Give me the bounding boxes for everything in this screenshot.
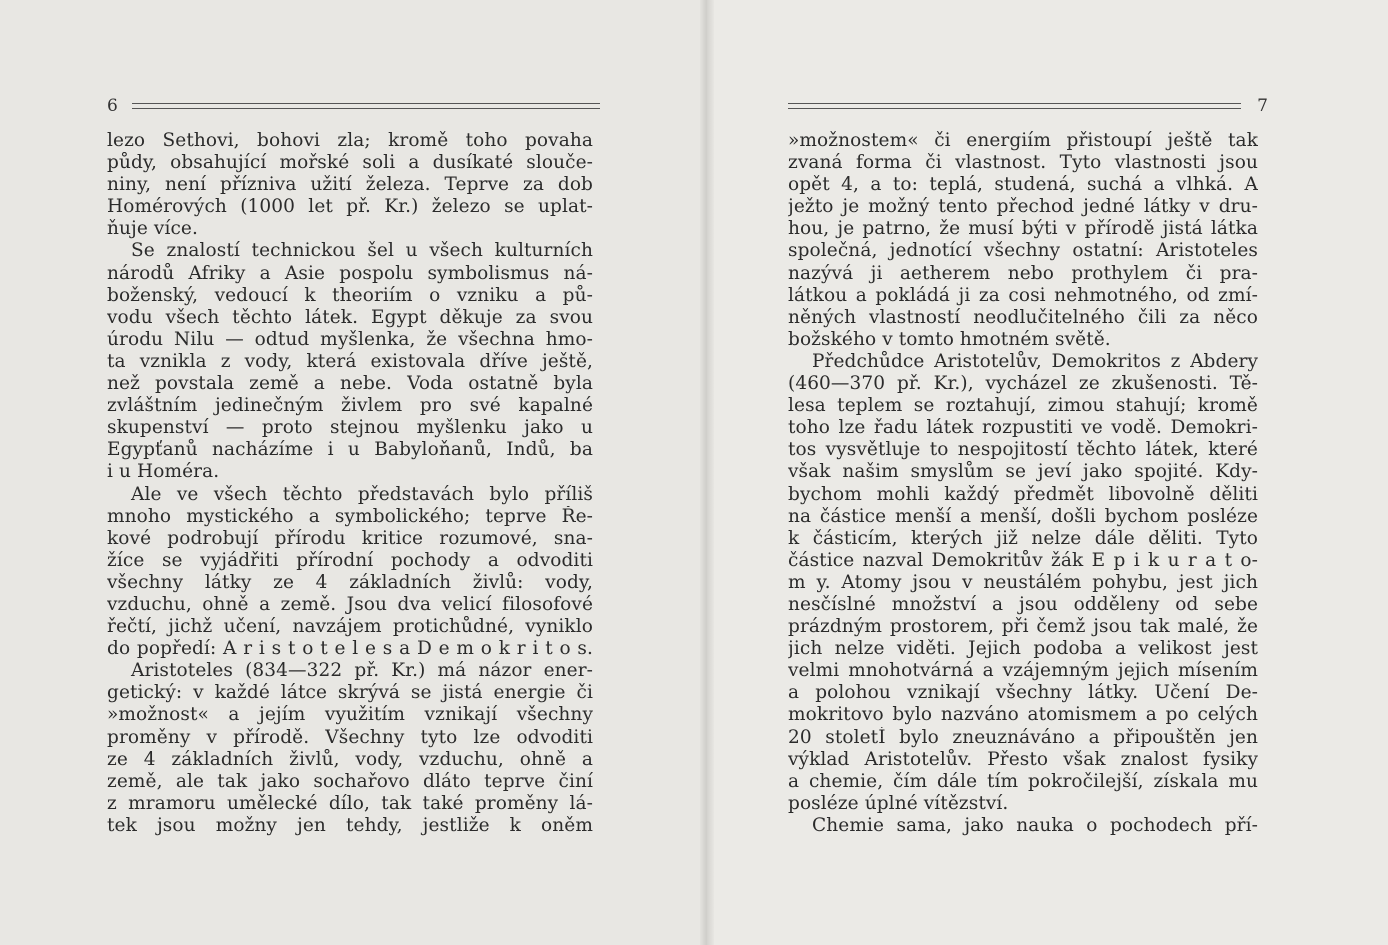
header-rule: [132, 103, 600, 109]
text-line: lesa teplem se roztahují, zimou stahují; kromě: [788, 395, 1258, 417]
text-line: nesčíslné množství a jsou odděleny od sebe: [788, 593, 1258, 615]
text-line: ze 4 základních živlů, vody, vzduchu, ohně a: [107, 748, 593, 770]
right-page-text: [788, 130, 1258, 837]
text-line: Předchůdce Aristotelův, Demokritos z Abdery: [812, 350, 1258, 372]
text-line: jich nelze viděti. Jejich podoba a velikost jest: [788, 638, 1258, 660]
text-line: výklad Aristotelův. Přesto však znalost fysiky: [788, 748, 1258, 770]
text-line: ta vznikla z vody, která existovala dříve ještě,: [107, 350, 593, 372]
text-line: Aristoteles (834—322 př. Kr.) má názor ener-: [131, 660, 593, 682]
text-line: země, ale tak jako sochařovo dláto teprve činí: [107, 770, 593, 792]
text-line: z mramoru umělecké dílo, tak také proměny lá-: [107, 792, 593, 814]
page-number: 6: [107, 96, 118, 116]
text-line: společná, jednotící všechny ostatní: Aristoteles: [788, 240, 1258, 262]
text-line: Ale ve všech těchto představách bylo příliš: [131, 483, 593, 505]
text-line: Egypťanů nacházíme i u Babyloňanů, Indů, ba: [107, 439, 593, 461]
text-line: ňuje více.: [107, 218, 198, 240]
text-line: velmi mnohotvárná a vzájemným jejich mísením: [788, 660, 1258, 682]
left-page-header: [107, 96, 600, 116]
text-line: zvaná forma či vlastnost. Tyto vlastnosti jsou: [788, 152, 1258, 174]
header-rule: [788, 103, 1241, 109]
text-line: k částicím, kterých již nelze dále děliti. Tyto: [788, 527, 1258, 549]
text-line: zvláštním jedinečným živlem pro své kapalné: [107, 395, 593, 417]
text-line: niny, není přízniva užití železa. Teprve za dob: [107, 174, 593, 196]
text-line: úrodu Nilu — odtud myšlenka, že všechna hmo-: [107, 328, 593, 350]
text-line: vodu všech těchto látek. Egypt děkuje za svou: [107, 306, 593, 328]
text-line: hou, je patrno, že musí býti v přírodě jistá látka: [788, 218, 1258, 240]
text-line: půdy, obsahující mořské soli a dusíkaté slouče-: [107, 152, 593, 174]
text-line: proměny v přírodě. Všechny tyto lze odvoditi: [107, 726, 593, 748]
left-page-text: [107, 130, 593, 837]
text-line: Chemie sama, jako nauka o pochodech pří-: [812, 814, 1258, 836]
page-number: 7: [1257, 96, 1268, 116]
text-line: žíce se vyjádřiti přírodní pochody a odvoditi: [107, 549, 593, 571]
text-line: tek jsou možny jen tehdy, jestliže k oněm: [107, 814, 593, 836]
text-line: božského v tomto hmotném světě.: [788, 328, 1111, 350]
text-line: kové podrobují přírodu kritice rozumové, sna-: [107, 527, 593, 549]
text-line: na částice menší a menší, došli bychom posléze: [788, 505, 1258, 527]
text-line: ježto je možný tento přechod jedné látky v dru-: [788, 196, 1258, 218]
text-line: nazývá ji aetherem nebo prothylem či pra-: [788, 262, 1258, 284]
text-line: prázdným prostorem, při čemž jsou tak malé, že: [788, 616, 1258, 638]
text-line: 20 stoletÍ bylo zneuznáváno a připouštěn jen: [788, 726, 1258, 748]
text-line: skupenství — proto stejnou myšlenku jako u: [107, 417, 593, 439]
text-line: než povstala země a nebe. Voda ostatně byla: [107, 373, 593, 395]
text-line: »možnost« a jejím využitím vznikají všechny: [107, 704, 593, 726]
text-line: i u Homéra.: [107, 461, 220, 483]
text-line: mokritovo bylo nazváno atomismem a po celých: [788, 704, 1258, 726]
text-line: látkou a pokládá ji za cosi nehmotného, od zmí-: [788, 284, 1258, 306]
text-line: všechny látky ze 4 základních živlů: vody,: [107, 571, 593, 593]
text-line: však našim smyslům se jeví jako spojité. Kdy-: [788, 461, 1258, 483]
text-line: boženský, vedoucí k theoriím o vzniku a pů-: [107, 284, 593, 306]
text-line: do popředí: A r i s t o t e l e s a D e m o k r i t o s.: [107, 638, 593, 660]
text-line: (460—370 př. Kr.), vycházel ze zkušenosti. Tě-: [788, 373, 1258, 395]
text-line: getický: v každé látce skrývá se jistá energie či: [107, 682, 593, 704]
right-page: [706, 0, 1388, 945]
text-line: toho lze řadu látek rozpustiti ve vodě. Demokri-: [788, 417, 1258, 439]
text-line: mnoho mystického a symbolického; teprve Ře-: [107, 505, 593, 527]
right-page-header: [788, 96, 1268, 116]
text-line: a chemie, čím dále tím pokročilejší, získala mu: [788, 770, 1258, 792]
text-line: tos vysvětluje to nespojitostí těchto látek, které: [788, 439, 1258, 461]
text-line: Homérových (1000 let př. Kr.) železo se uplat-: [107, 196, 593, 218]
text-line: bychom mohli každý předmět libovolně děliti: [788, 483, 1258, 505]
text-line: posléze úplné vítězství.: [788, 792, 1009, 814]
text-line: a polohou vznikají všechny látky. Učení De-: [788, 682, 1258, 704]
text-line: něných vlastností neodlučitelného čili za něco: [788, 306, 1258, 328]
text-line: vzduchu, ohně a země. Jsou dva velicí filosofové: [107, 593, 593, 615]
text-line: lezo Sethovi, bohovi zla; kromě toho povaha: [107, 130, 593, 151]
text-line: opět 4, a to: teplá, studená, suchá a vlhká. A: [788, 174, 1258, 196]
text-line: národů Afriky a Asie pospolu symbolismus ná-: [107, 262, 593, 284]
text-line: Se znalostí technickou šel u všech kulturních: [131, 240, 593, 262]
text-line: »možnostem« či energiím přistoupí ještě tak: [788, 130, 1258, 151]
book-gutter: [700, 0, 714, 945]
text-line: řečtí, jichž učení, navzájem protichůdné, vyniklo: [107, 616, 593, 638]
text-line: m y. Atomy jsou v neustálém pohybu, jest jich: [788, 571, 1258, 593]
text-line: částice nazval Demokritův žák E p i k u r a t o-: [788, 549, 1258, 571]
